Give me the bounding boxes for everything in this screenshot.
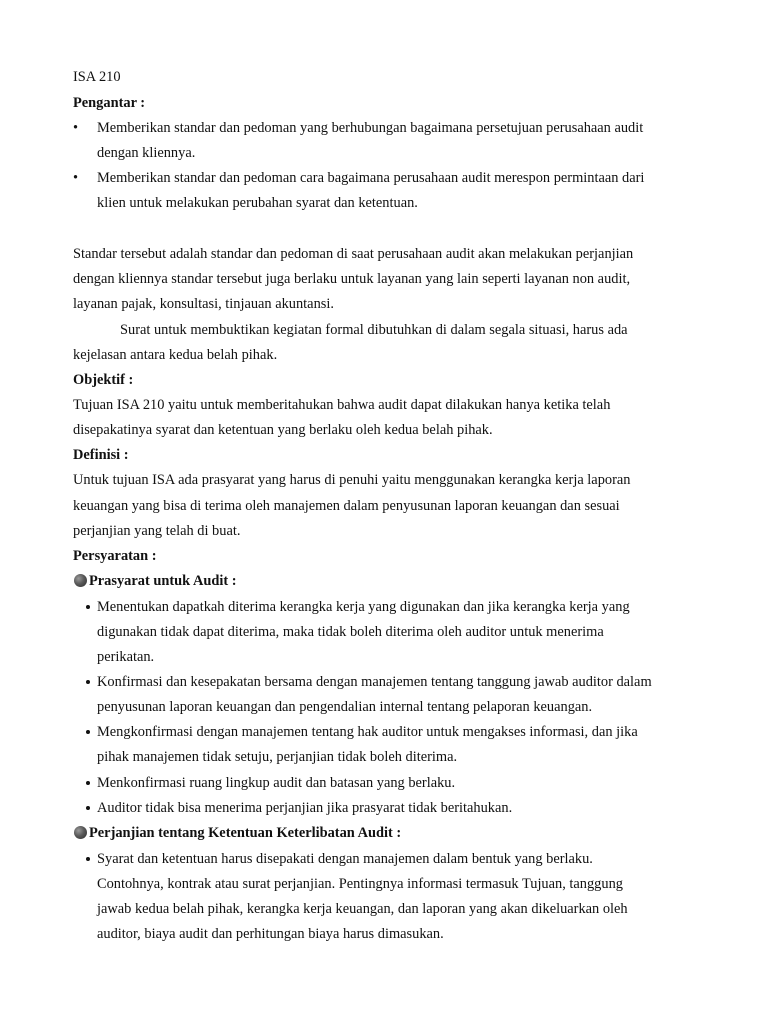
document-title: ISA 210 [73, 69, 121, 85]
perjanjian-item-1-line-1: Syarat dan ketentuan harus disepakati dengan manajemen dalam bentuk yang berlaku. [97, 851, 593, 867]
prasyarat-item-2-line-2: penyusunan laporan keuangan dan pengendalian internal tentang pelaporan keuangan. [97, 699, 593, 715]
perjanjian-item-1-line-3: jawab kedua belah pihak, kerangka kerja keuangan, dan laporan yang akan dikeluarkan oleh [97, 901, 628, 917]
pengantar-item-2-line-2: klien untuk melakukan perubahan syarat dan ketentuan. [97, 195, 418, 211]
prasyarat-item-3-line-2: pihak manajemen tidak setuju, perjanjian tidak boleh diterima. [97, 749, 458, 765]
intro-paragraph-line-3: layanan pajak, konsultasi, tinjauan akuntansi. [73, 296, 334, 312]
prasyarat-item-2-dot-icon [86, 680, 90, 684]
pengantar-item-2-line-1: Memberikan standar dan pedoman cara bagaimana perusahaan audit merespon permintaan dari [97, 170, 645, 186]
pengantar-item-1-line-1: Memberikan standar dan pedoman yang berhubungan bagaimana persetujuan perusahaan audit [97, 120, 644, 136]
intro-paragraph-line-2: dengan kliennya standar tersebut juga berlaku untuk layanan yang lain seperti layanan non audit, [73, 271, 631, 287]
prasyarat-item-1-line-1: Menentukan dapatkah diterima kerangka kerja yang digunakan dan jika kerangka kerja yang [97, 599, 630, 615]
definisi-line-3: perjanjian yang telah di buat. [73, 523, 241, 539]
prasyarat-item-3-dot-icon [86, 730, 90, 734]
perjanjian-item-1-line-2: Contohnya, kontrak atau surat perjanjian. Pentingnya informasi termasuk Tujuan, tanggung [97, 876, 623, 892]
prasyarat-item-2-line-1: Konfirmasi dan kesepakatan bersama dengan manajemen tentang tanggung jawab auditor dalam [97, 674, 652, 690]
prasyarat-heading: Prasyarat untuk Audit : [89, 573, 237, 589]
objektif-line-2: disepakatinya syarat dan ketentuan yang berlaku oleh kedua belah pihak. [73, 422, 493, 438]
prasyarat-item-1-line-3: perikatan. [97, 649, 155, 665]
surat-paragraph-line-2: kejelasan antara kedua belah pihak. [73, 347, 278, 363]
perjanjian-heading: Perjanjian tentang Ketentuan Keterlibatan Audit : [89, 825, 402, 841]
persyaratan-heading: Persyaratan : [73, 548, 157, 564]
prasyarat-item-5-line-1: Auditor tidak bisa menerima perjanjian jika prasyarat tidak beritahukan. [97, 800, 513, 816]
pengantar-bullet-1: • [73, 120, 79, 136]
pengantar-item-1-line-2: dengan kliennya. [97, 145, 196, 161]
definisi-line-1: Untuk tujuan ISA ada prasyarat yang harus di penuhi yaitu menggunakan kerangka kerja laporan [73, 472, 631, 488]
objektif-heading: Objektif : [73, 372, 134, 388]
perjanjian-item-1-line-4: auditor, biaya audit dan perhitungan biaya harus dimasukan. [97, 926, 444, 942]
intro-paragraph-line-1: Standar tersebut adalah standar dan pedoman di saat perusahaan audit akan melakukan perjanjian [73, 246, 634, 262]
prasyarat-item-1-dot-icon [86, 605, 90, 609]
pengantar-bullet-2: • [73, 170, 79, 186]
prasyarat-item-5-dot-icon [86, 806, 90, 810]
surat-paragraph-line-1: Surat untuk membuktikan kegiatan formal dibutuhkan di dalam segala situasi, harus ada [120, 322, 628, 338]
definisi-line-2: keuangan yang bisa di terima oleh manajemen dalam penyusunan laporan keuangan dan sesuai [73, 498, 620, 514]
prasyarat-item-4-dot-icon [86, 781, 90, 785]
definisi-heading: Definisi : [73, 447, 129, 463]
prasyarat-item-1-line-2: digunakan tidak dapat diterima, maka tidak boleh diterima oleh auditor untuk menerima [97, 624, 604, 640]
prasyarat-item-4-line-1: Menkonfirmasi ruang lingkup audit dan batasan yang berlaku. [97, 775, 456, 791]
objektif-line-1: Tujuan ISA 210 yaitu untuk memberitahukan bahwa audit dapat dilakukan hanya ketika telah [73, 397, 611, 413]
perjanjian-bullet-ball-icon [74, 826, 87, 839]
perjanjian-item-1-dot-icon [86, 857, 90, 861]
pengantar-heading: Pengantar : [73, 95, 146, 111]
prasyarat-item-3-line-1: Mengkonfirmasi dengan manajemen tentang hak auditor untuk mengakses informasi, dan jika [97, 724, 638, 740]
prasyarat-bullet-ball-icon [74, 574, 87, 587]
